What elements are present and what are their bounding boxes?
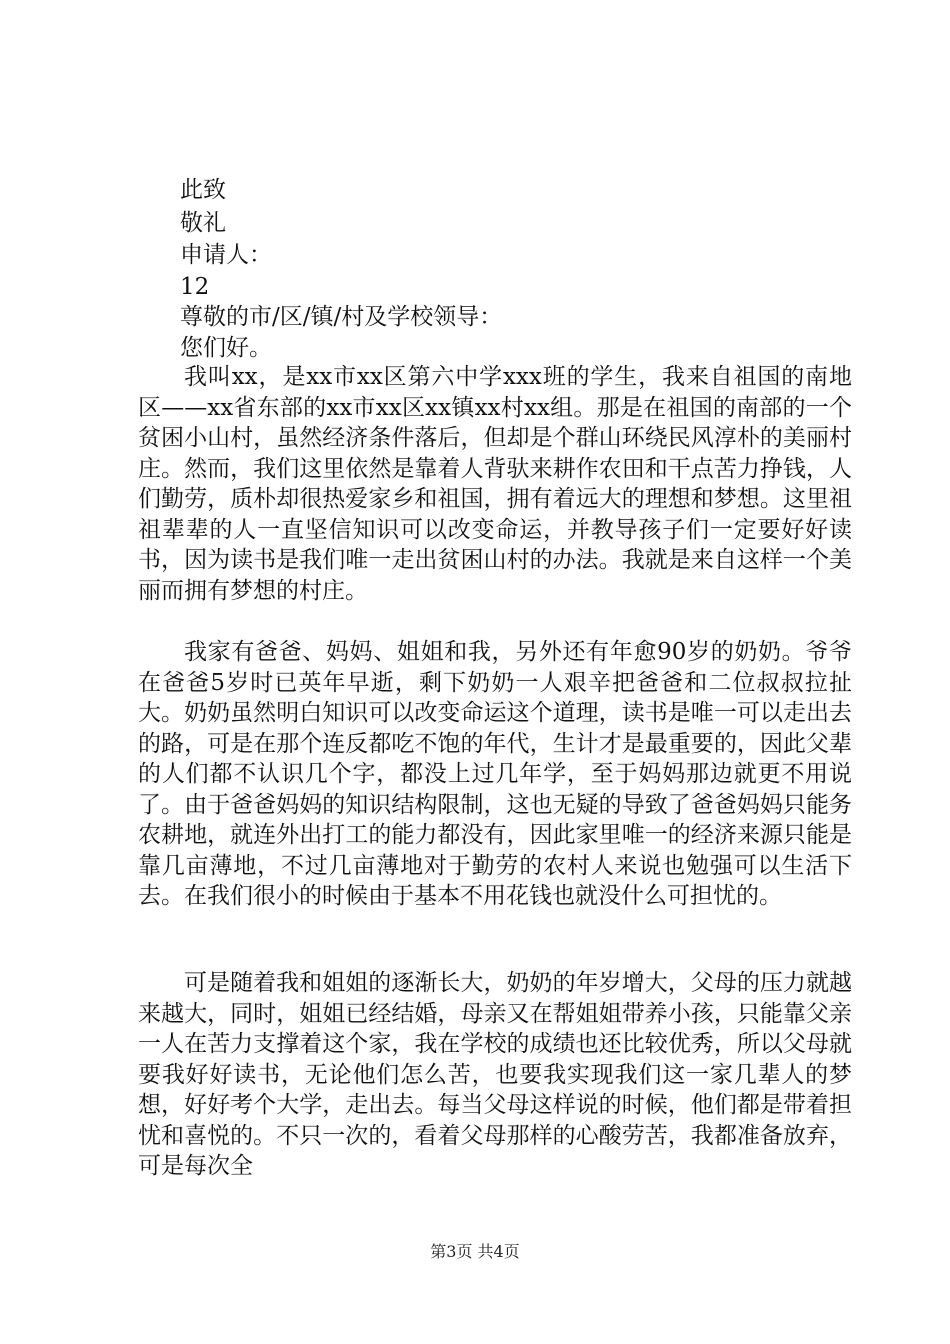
closing-jing-li: 敬礼 (180, 210, 226, 236)
body-paragraph-1: 我叫xx，是xx市xx区第六中学xxx班的学生，我来自祖国的南地区——xx省东部的xx市xx区xx镇xx村xx组。那是在祖国的南部的一个贫困小山村，虽然经济条件落后，但却是个群山环绕民风淳朴的美丽村庄。然而，我们这里依然是靠着人背驮来耕作农田和干点苦力挣钱，人们勤劳，质朴却很热爱家乡和祖国，拥有着远大的理想和梦想。这里祖祖辈辈的人一直坚信知识可以改变命运，并教导孩子们一定要好好读书，因为读书是我们唯一走出贫困山村的办法。我就是来自这样一个美丽而拥有梦想的村庄。 (138, 364, 852, 604)
body-paragraph-2: 我家有爸爸、妈妈、姐姐和我，另外还有年愈90岁的奶奶。爷爷在爸爸5岁时已英年早逝，剩下奶奶一人艰辛把爸爸和二位叔叔拉扯大。奶奶虽然明白知识可以改变命运这个道理，读书是唯一可以走出去的路，可是在那个连反都吃不饱的年代，生计才是最重要的，因此父辈的人们都不认识几个字，都没上过几年学，至于妈妈那边就更不用说了。由于爸爸妈妈的知识结构限制，这也无疑的导致了爸爸妈妈只能务农耕地，就连外出打工的能力都没有，因此家里唯一的经济来源只能是靠几亩薄地，不过几亩薄地对于勤劳的农村人来说也勉强可以生活下去。在我们很小的时候由于基本不用花钱也就没什么可担忧的。 (138, 639, 852, 909)
greeting: 您们好。 (180, 335, 272, 361)
page-footer: 第3页 共4页 (430, 1242, 520, 1261)
page-number-text: 12 (180, 274, 210, 300)
closing-ci-zhi: 此致 (180, 177, 226, 203)
applicant-label: 申请人： (180, 242, 272, 268)
salutation: 尊敬的市/区/镇/村及学校领导： (180, 304, 503, 330)
body-paragraph-3: 可是随着我和姐姐的逐渐长大，奶奶的年岁增大，父母的压力就越来越大，同时，姐姐已经结婚，母亲又在帮姐姐带养小孩，只能靠父亲一人在苦力支撑着这个家，我在学校的成绩也还比较优秀，所以父母就要我好好读书，无论他们怎么苦，也要我实现我们这一家几辈人的梦想，好好考个大学，走出去。每当父母这样说的时候，他们都是带着担忧和喜悦的。不只一次的，看着父母那样的心酸劳苦，我都准备放弃，可是每次全 (138, 970, 852, 1179)
